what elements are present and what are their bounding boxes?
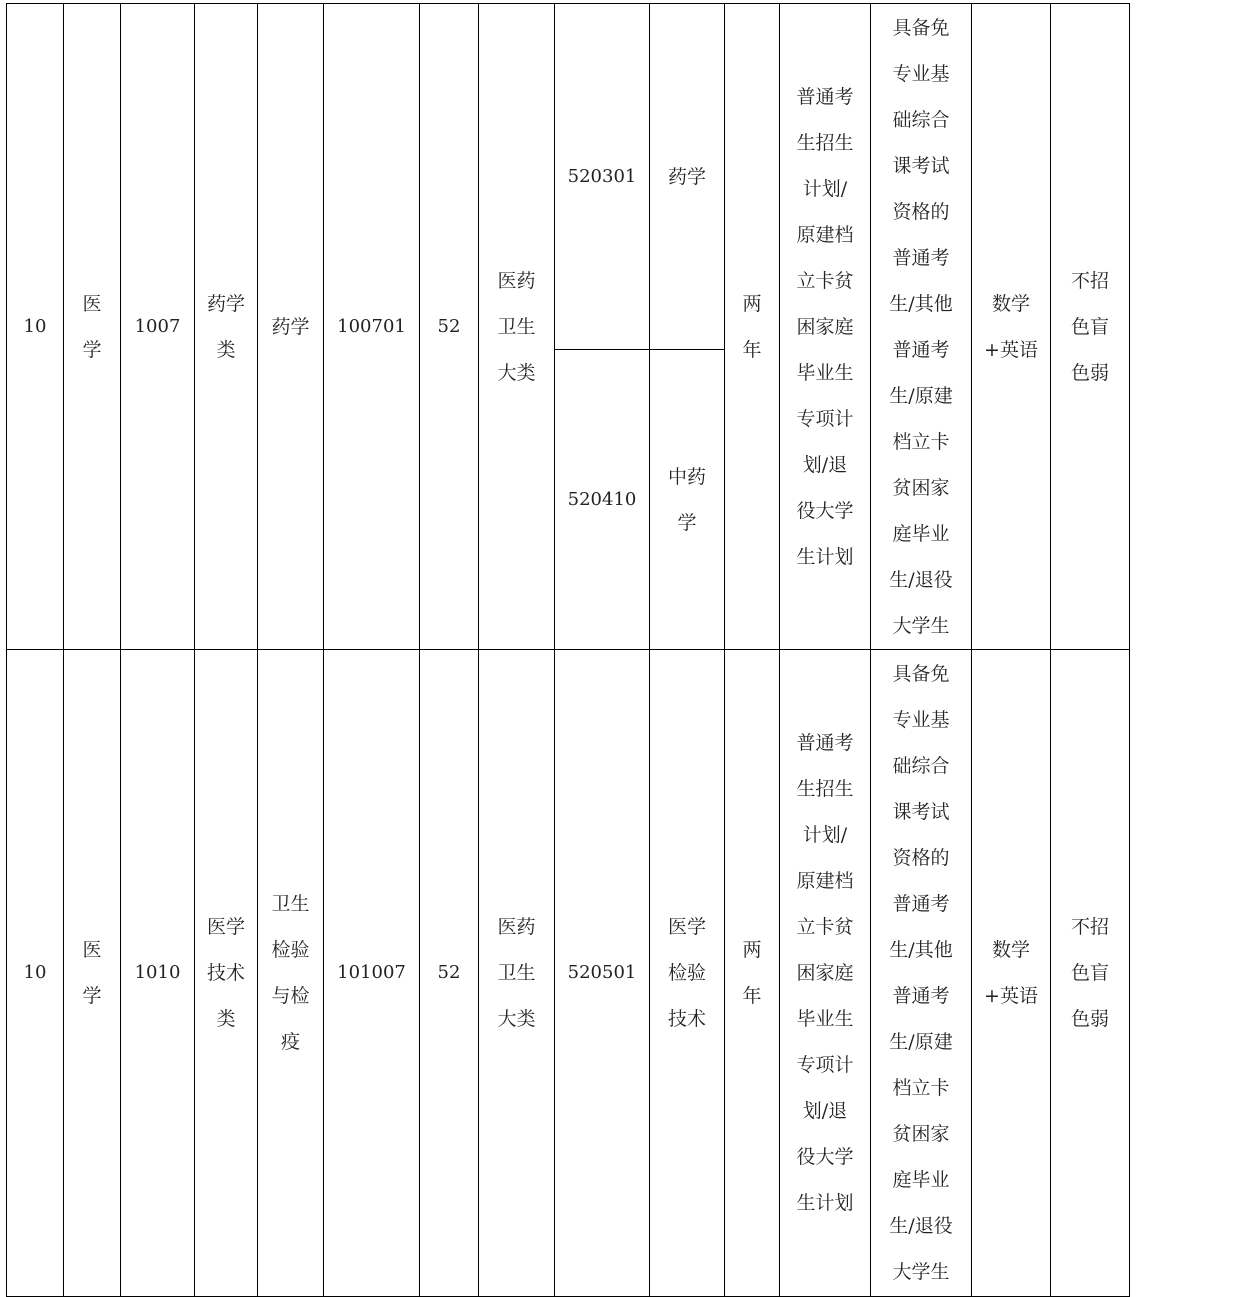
table-row (7, 4, 1130, 350)
class-name-cell: 医学 技术 类 (195, 650, 258, 1297)
admissions-table (6, 3, 1130, 1297)
higher-code-cell: 52 (420, 650, 479, 1297)
sub-major-name-cell: 医学 检验 技术 (650, 650, 725, 1297)
higher-code-cell: 52 (420, 4, 479, 650)
eligibility-cell: 具备免 专业基 础综合 课考试 资格的 普通考 生/其他 普通考 生/原建 档立卡 贫困家 庭毕业 生/退役 大学生 (871, 650, 972, 1297)
exam-subjects-cell: 数学 +英语 (972, 4, 1051, 650)
restrictions-cell: 不招 色盲 色弱 (1051, 4, 1130, 650)
class-code-cell: 1007 (121, 4, 195, 650)
plan-type-cell: 普通考 生招生 计划/ 原建档 立卡贫 困家庭 毕业生 专项计 划/退 役大学 生计划 (780, 650, 871, 1297)
eligibility-cell: 具备免 专业基 础综合 课考试 资格的 普通考 生/其他 普通考 生/原建 档立卡 贫困家 庭毕业 生/退役 大学生 (871, 4, 972, 650)
major-code-cell: 101007 (324, 650, 420, 1297)
class-name-cell: 药学 类 (195, 4, 258, 650)
duration-cell: 两 年 (725, 650, 780, 1297)
sub-major-name-cell: 中药 学 (650, 350, 725, 650)
sub-major-code-cell: 520410 (555, 350, 650, 650)
major-code-cell: 100701 (324, 4, 420, 650)
major-cell: 药学 (258, 4, 324, 650)
sub-major-name-cell: 药学 (650, 4, 725, 350)
higher-category-cell: 医药 卫生 大类 (479, 4, 555, 650)
sub-major-code-cell: 520501 (555, 650, 650, 1297)
duration-cell: 两 年 (725, 4, 780, 650)
exam-subjects-cell: 数学 +英语 (972, 650, 1051, 1297)
major-cell: 卫生 检验 与检 疫 (258, 650, 324, 1297)
table-row (7, 650, 1130, 1297)
higher-category-cell: 医药 卫生 大类 (479, 650, 555, 1297)
class-code-cell: 1010 (121, 650, 195, 1297)
seq-cell: 10 (7, 650, 64, 1297)
sub-major-code-cell: 520301 (555, 4, 650, 350)
plan-type-cell: 普通考 生招生 计划/ 原建档 立卡贫 困家庭 毕业生 专项计 划/退 役大学 生计划 (780, 4, 871, 650)
restrictions-cell: 不招 色盲 色弱 (1051, 650, 1130, 1297)
discipline-cell: 医 学 (64, 4, 121, 650)
seq-cell: 10 (7, 4, 64, 650)
discipline-cell: 医 学 (64, 650, 121, 1297)
